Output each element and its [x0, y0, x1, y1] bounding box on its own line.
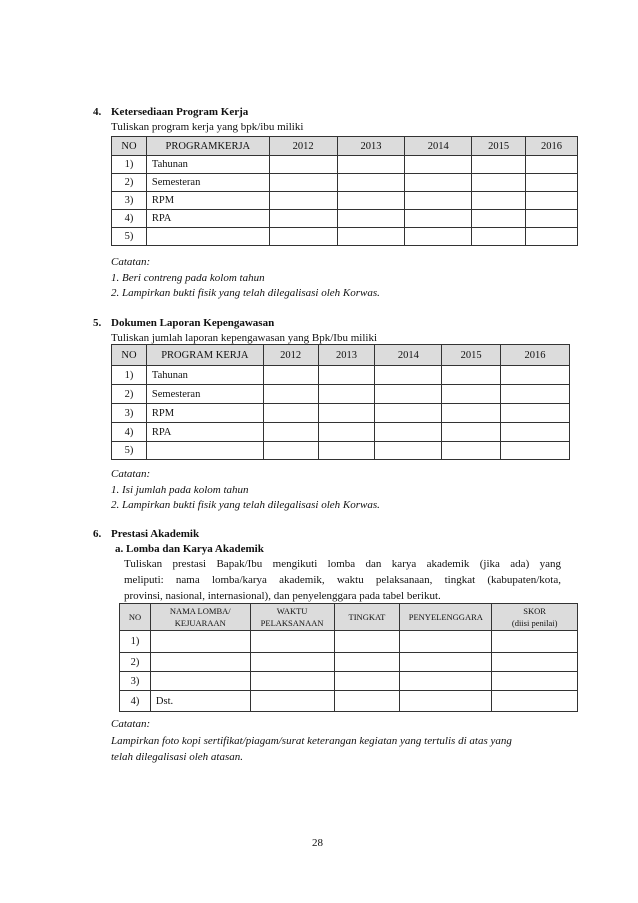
cell-2013[interactable] [337, 210, 405, 228]
cell-2015[interactable] [472, 174, 526, 192]
page-number: 28 [312, 837, 323, 849]
cell-2012[interactable] [263, 366, 318, 385]
col-2012: 2012 [269, 137, 337, 156]
cell-2013[interactable] [337, 228, 405, 246]
col-2012: 2012 [263, 345, 318, 366]
cell-penyelenggara[interactable] [400, 631, 492, 653]
cell-2016[interactable] [501, 366, 570, 385]
section-6-notes-label: Catatan: [111, 718, 151, 730]
col-skor [492, 604, 578, 631]
col-2013: 2013 [337, 137, 405, 156]
section-4-title: Ketersediaan Program Kerja [111, 106, 249, 118]
section-4-instruction: Tuliskan program kerja yang bpk/ibu miliki [111, 121, 304, 133]
lomba-name [150, 631, 250, 653]
cell-skor[interactable] [492, 691, 578, 712]
section-4-number: 4. [93, 106, 102, 118]
laporan-kepengawasan-table [111, 344, 570, 460]
table-row [112, 404, 570, 423]
table-row [112, 192, 578, 210]
col-2015: 2015 [472, 137, 526, 156]
col-nama-lomba-line-2: KEJUARAAN [174, 618, 226, 628]
row-number: 4) [112, 423, 147, 442]
program-name: RPA [146, 210, 269, 228]
col-program-kerja: PROGRAMKERJA [146, 137, 269, 156]
cell-2014[interactable] [375, 423, 442, 442]
cell-2012[interactable] [269, 210, 337, 228]
cell-2014[interactable] [375, 385, 442, 404]
cell-penyelenggara[interactable] [400, 653, 492, 672]
section-5-notes-label: Catatan: [111, 468, 151, 480]
section-6-note-line-2: telah dilegalisasi oleh atasan. [111, 751, 243, 763]
cell-2015[interactable] [472, 210, 526, 228]
cell-skor[interactable] [492, 631, 578, 653]
cell-2013[interactable] [337, 156, 405, 174]
row-number: 5) [112, 228, 147, 246]
cell-2014[interactable] [405, 210, 472, 228]
cell-2016[interactable] [501, 385, 570, 404]
col-no [120, 604, 151, 631]
cell-2012[interactable] [269, 228, 337, 246]
cell-2015[interactable] [442, 423, 501, 442]
section-6-number: 6. [93, 528, 102, 540]
cell-tingkat[interactable] [334, 672, 400, 691]
lomba-table [119, 603, 578, 712]
col-penyelenggara [400, 604, 492, 631]
cell-2014[interactable] [405, 156, 472, 174]
col-skor-line-2: (diisi penilai) [511, 618, 558, 628]
table-row [112, 442, 570, 460]
col-waktu-line-1: WAKTU [276, 606, 308, 616]
cell-2013[interactable] [318, 404, 375, 423]
program-name: Tahunan [146, 156, 269, 174]
cell-2014[interactable] [405, 174, 472, 192]
section-5-title: Dokumen Laporan Kepengawasan [111, 317, 275, 329]
cell-waktu[interactable] [250, 691, 334, 712]
cell-2012[interactable] [263, 385, 318, 404]
cell-waktu[interactable] [250, 672, 334, 691]
program-name [146, 228, 269, 246]
row-number: 3) [112, 404, 147, 423]
row-number: 2) [112, 174, 147, 192]
table-row [112, 210, 578, 228]
program-name: RPM [146, 192, 269, 210]
cell-2014[interactable] [375, 442, 442, 460]
cell-penyelenggara[interactable] [400, 691, 492, 712]
cell-2013[interactable] [337, 192, 405, 210]
row-number: 5) [112, 442, 147, 460]
paragraph-line-1: Tuliskan prestasi Bapak/Ibu mengikuti lomba dan karya akademik (jika ada) yang [124, 558, 561, 570]
section-5-note-2: 2. Lampirkan bukti fisik yang telah dilegalisasi oleh Korwas. [111, 499, 380, 511]
cell-2015[interactable] [472, 192, 526, 210]
cell-2013[interactable] [318, 423, 375, 442]
table-row [120, 672, 578, 691]
col-no: NO [112, 137, 147, 156]
cell-2012[interactable] [263, 423, 318, 442]
col-penyelenggara-label: PENYELENGGARA [408, 612, 483, 622]
section-4-notes-label: Catatan: [111, 256, 151, 268]
section-6-title: Prestasi Akademik [111, 528, 200, 540]
table-row [120, 631, 578, 653]
cell-2016[interactable] [501, 423, 570, 442]
row-number: 1) [112, 156, 147, 174]
cell-2014[interactable] [405, 228, 472, 246]
col-2014: 2014 [405, 137, 472, 156]
row-number: 3) [120, 672, 151, 691]
section-4-note-1: 1. Beri contreng pada kolom tahun [111, 272, 265, 284]
cell-waktu[interactable] [250, 631, 334, 653]
section-5-number: 5. [93, 317, 102, 329]
cell-skor[interactable] [492, 672, 578, 691]
cell-2016[interactable] [501, 404, 570, 423]
cell-tingkat[interactable] [334, 691, 400, 712]
cell-2016[interactable] [526, 174, 578, 192]
cell-2016[interactable] [526, 210, 578, 228]
row-number: 4) [120, 691, 151, 712]
program-name: Semesteran [146, 174, 269, 192]
cell-2012[interactable] [263, 404, 318, 423]
table-row [112, 385, 570, 404]
cell-penyelenggara[interactable] [400, 672, 492, 691]
cell-tingkat[interactable] [334, 653, 400, 672]
col-2013: 2013 [318, 345, 375, 366]
cell-2013[interactable] [318, 366, 375, 385]
col-waktu-pelaksanaan [250, 604, 334, 631]
cell-2015[interactable] [472, 228, 526, 246]
cell-2016[interactable] [526, 228, 578, 246]
cell-2013[interactable] [318, 385, 375, 404]
col-skor-line-1: SKOR [523, 606, 546, 616]
section-4-note-2: 2. Lampirkan bukti fisik yang telah dilegalisasi oleh Korwas. [111, 287, 380, 299]
table-row [112, 366, 570, 385]
cell-tingkat[interactable] [334, 631, 400, 653]
col-2016: 2016 [526, 137, 578, 156]
table-row [120, 653, 578, 672]
cell-2015[interactable] [442, 404, 501, 423]
row-number: 4) [112, 210, 147, 228]
program-name: Tahunan [146, 366, 263, 385]
cell-2016[interactable] [526, 156, 578, 174]
program-kerja-table [111, 136, 578, 246]
cell-2015[interactable] [472, 156, 526, 174]
cell-2016[interactable] [501, 442, 570, 460]
lomba-name: Dst. [150, 691, 250, 712]
row-number: 1) [120, 631, 151, 653]
cell-2014[interactable] [375, 366, 442, 385]
col-2016: 2016 [501, 345, 570, 366]
row-number: 2) [112, 385, 147, 404]
col-program-kerja: PROGRAM KERJA [146, 345, 263, 366]
paragraph-line-3: provinsi, nasional, internasional), dan penyelenggara pada tabel berikut. [124, 590, 441, 602]
cell-2013[interactable] [318, 442, 375, 460]
program-name: RPM [146, 404, 263, 423]
cell-2013[interactable] [337, 174, 405, 192]
col-2014: 2014 [375, 345, 442, 366]
col-nama-lomba [150, 604, 250, 631]
row-number: 2) [120, 653, 151, 672]
col-tingkat-label: TINGKAT [348, 612, 386, 622]
table-row [112, 423, 570, 442]
col-no-label: NO [128, 612, 142, 622]
cell-2015[interactable] [442, 442, 501, 460]
col-tingkat [334, 604, 400, 631]
cell-2012[interactable] [269, 174, 337, 192]
cell-2014[interactable] [375, 404, 442, 423]
cell-2012[interactable] [269, 192, 337, 210]
subsection-title: a. Lomba dan Karya Akademik [115, 543, 264, 555]
table-row [112, 228, 578, 246]
paragraph-line-2: meliputi: nama lomba/karya akademik, waktu pelaksanaan, tingkat (kabupaten/kota, [124, 574, 561, 586]
row-number: 1) [112, 366, 147, 385]
program-name: Semesteran [146, 385, 263, 404]
lomba-name [150, 672, 250, 691]
row-number: 3) [112, 192, 147, 210]
cell-skor[interactable] [492, 653, 578, 672]
cell-2012[interactable] [263, 442, 318, 460]
col-nama-lomba-line-1: NAMA LOMBA/ [169, 606, 231, 616]
col-waktu-line-2: PELAKSANAAN [260, 618, 324, 628]
col-2015: 2015 [442, 345, 501, 366]
cell-2015[interactable] [442, 366, 501, 385]
cell-waktu[interactable] [250, 653, 334, 672]
table-row [112, 156, 578, 174]
program-name [146, 442, 263, 460]
cell-2012[interactable] [269, 156, 337, 174]
section-6-note-line-1: Lampirkan foto kopi sertifikat/piagam/surat keterangan kegiatan yang tertulis di atas yang [111, 735, 512, 747]
cell-2015[interactable] [442, 385, 501, 404]
program-name: RPA [146, 423, 263, 442]
col-no: NO [112, 345, 147, 366]
section-5-instruction: Tuliskan jumlah laporan kepengawasan yang Bpk/Ibu miliki [111, 332, 377, 344]
cell-2016[interactable] [526, 192, 578, 210]
table-row [112, 174, 578, 192]
lomba-name [150, 653, 250, 672]
section-5-note-1: 1. Isi jumlah pada kolom tahun [111, 484, 249, 496]
table-row [120, 691, 578, 712]
cell-2014[interactable] [405, 192, 472, 210]
